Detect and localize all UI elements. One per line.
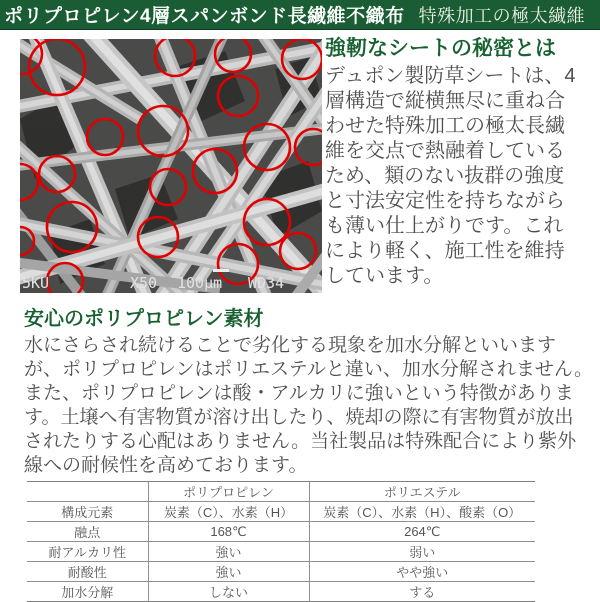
strength-text-line: により軽く、施工性を維持 bbox=[325, 240, 565, 262]
sem-caption-wd: WD34 bbox=[248, 274, 285, 292]
material-heading: 安心のポリプロピレン素材 bbox=[24, 308, 264, 330]
row-label: 加水分解 bbox=[61, 585, 114, 600]
strength-text-line: 維を交点で熱融着している bbox=[325, 140, 565, 162]
table-header-empty bbox=[27, 482, 148, 502]
sem-caption-magnification: X50 bbox=[130, 274, 158, 292]
row-pe-value: やや強い bbox=[309, 562, 535, 582]
strength-text-line: も薄い仕上がりです。これ bbox=[325, 215, 564, 237]
sem-caption-kv: 5KU bbox=[22, 274, 50, 292]
row-pp-value: 強い bbox=[148, 562, 309, 582]
table-row bbox=[27, 562, 535, 582]
strength-text-line: わせた特殊加工の極太長繊 bbox=[325, 115, 565, 137]
row-pe-value: する bbox=[309, 582, 535, 602]
row-pp-value: 強い bbox=[148, 542, 309, 562]
row-pp-value: 168℃ bbox=[148, 522, 309, 542]
sem-scale-bar bbox=[213, 269, 229, 272]
material-section bbox=[24, 307, 600, 478]
strength-section bbox=[325, 36, 597, 289]
row-label: 耐酸性 bbox=[27, 562, 148, 582]
table-row bbox=[27, 522, 535, 542]
strength-text-line: デュポン製防草シートは、4 bbox=[325, 65, 576, 87]
row-label: 構成元素 bbox=[27, 502, 148, 522]
strength-text-line: 層構造で縦横無尽に重ね合 bbox=[325, 90, 565, 112]
row-pe-value: 炭素（C）、水素（H）、酸素（O） bbox=[309, 502, 535, 522]
material-text-line: また、ポリプロピレンは酸・アルカリに強いという特徴がありま bbox=[24, 383, 574, 404]
sem-caption-scale: 100μm bbox=[177, 274, 223, 292]
material-text-line: されたりする心配はありません。当社製品は特殊配合により紫外 bbox=[24, 431, 577, 452]
table-header-row bbox=[27, 482, 535, 502]
row-label: 融点 bbox=[27, 522, 148, 542]
material-text-line: が、ポリプロピレンはポリエステルと違い、加水分解されません。 bbox=[24, 359, 593, 380]
row-pp-value: しない bbox=[148, 582, 309, 602]
table-row bbox=[27, 502, 535, 522]
strength-text-line: しています。 bbox=[325, 265, 444, 287]
strength-heading: 強靭なシートの秘密とは bbox=[325, 37, 556, 60]
material-text-line: す。土壌へ有害物質が溶け出したり、焼却の際に有害物質が放出 bbox=[24, 407, 574, 428]
material-text-line: 水にさらされ続けることで劣化する現象を加水分解といいます bbox=[24, 335, 557, 356]
product-subtitle: 特殊加工の極太繊維 bbox=[418, 5, 586, 26]
table-header-polyester: ポリエステル bbox=[309, 482, 535, 502]
table-row bbox=[27, 542, 535, 562]
row-pp-value: 炭素（C）、水素（H） bbox=[148, 502, 309, 522]
strength-text-line: と寸法安定性を持ちながら bbox=[325, 190, 565, 212]
material-text-line: 線への耐候性を高めております。 bbox=[24, 455, 308, 476]
table-header-polypropylene: ポリプロピレン bbox=[148, 482, 309, 502]
row-pe-value: 264℃ bbox=[309, 522, 535, 542]
row-pe-value: 弱い bbox=[309, 542, 535, 562]
strength-text-line: ため、類のない抜群の強度 bbox=[325, 165, 565, 187]
page-header-bar bbox=[0, 0, 600, 30]
row-label: 耐アルカリ性 bbox=[27, 542, 148, 562]
table-row bbox=[27, 582, 535, 602]
comparison-table bbox=[27, 481, 535, 602]
sem-fiber-svg bbox=[20, 39, 322, 293]
product-title: ポリプロピレン4層スパンボンド長繊維不織布 bbox=[4, 6, 405, 27]
sem-fiber-image bbox=[20, 39, 322, 293]
